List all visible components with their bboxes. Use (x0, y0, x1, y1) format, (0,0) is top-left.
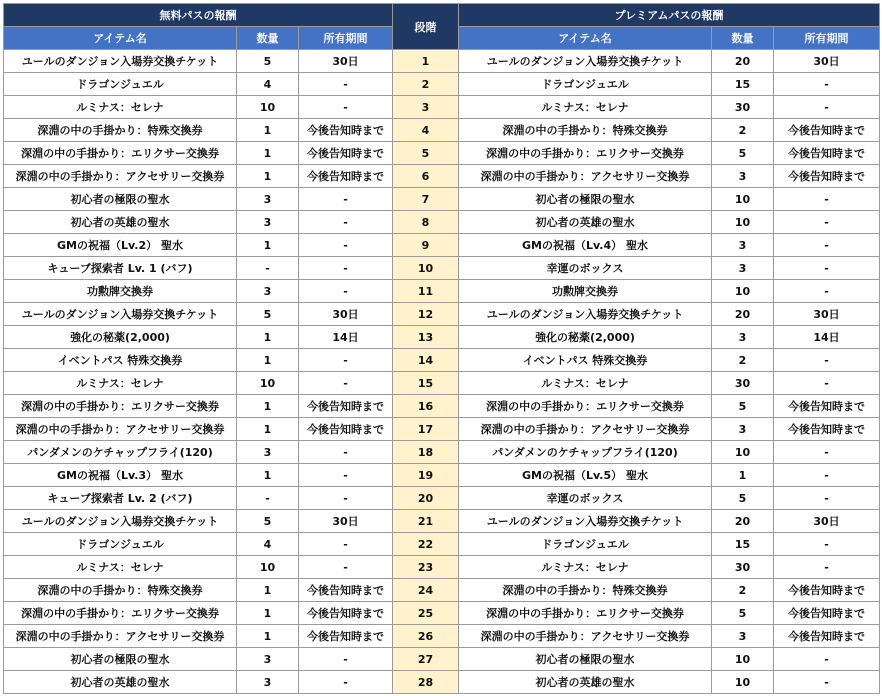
premium-item-cell: 深淵の中の手掛かり：特殊交換券 (459, 119, 712, 142)
free-qty-cell: 1 (237, 142, 299, 165)
free-item-cell: イベントパス 特殊交換券 (4, 349, 237, 372)
premium-period-cell: - (774, 211, 880, 234)
free-item-cell: 深淵の中の手掛かり：アクセサリー交換券 (4, 165, 237, 188)
free-qty-cell: 1 (237, 418, 299, 441)
stage-cell: 24 (393, 579, 459, 602)
free-qty-cell: 3 (237, 211, 299, 234)
stage-cell: 23 (393, 556, 459, 579)
free-item-cell: ルミナス：セレナ (4, 96, 237, 119)
free-pass-title: 無料パスの報酬 (4, 4, 393, 27)
table-row (4, 441, 880, 464)
free-item-cell: ユールのダンジョン入場券交換チケット (4, 50, 237, 73)
premium-qty-cell: 20 (712, 510, 774, 533)
premium-qty-cell: 2 (712, 119, 774, 142)
premium-item-cell: 深淵の中の手掛かり：アクセサリー交換券 (459, 418, 712, 441)
free-item-cell: GMの祝福（Lv.2） 聖水 (4, 234, 237, 257)
free-item-cell: 初心者の極限の聖水 (4, 648, 237, 671)
stage-cell: 4 (393, 119, 459, 142)
premium-qty-cell: 5 (712, 142, 774, 165)
stage-cell: 3 (393, 96, 459, 119)
table-row (4, 211, 880, 234)
premium-item-cell: 初心者の極限の聖水 (459, 188, 712, 211)
free-qty-cell: 1 (237, 464, 299, 487)
premium-qty-cell: 3 (712, 625, 774, 648)
free-item-cell: 初心者の英雄の聖水 (4, 671, 237, 694)
stage-cell: 10 (393, 257, 459, 280)
free-period-cell: 今後告知時まで (299, 395, 393, 418)
premium-period-cell: 今後告知時まで (774, 579, 880, 602)
premium-period-cell: 30日 (774, 510, 880, 533)
premium-qty-cell: 3 (712, 257, 774, 280)
premium-period-cell: - (774, 648, 880, 671)
premium-period-cell: - (774, 349, 880, 372)
free-qty-cell: 1 (237, 165, 299, 188)
premium-period-cell: - (774, 73, 880, 96)
free-qty-cell: 3 (237, 648, 299, 671)
premium-period-cell: 14日 (774, 326, 880, 349)
free-period-cell: - (299, 671, 393, 694)
free-period-cell: 今後告知時まで (299, 625, 393, 648)
premium-qty-cell: 10 (712, 280, 774, 303)
free-period-cell: - (299, 487, 393, 510)
free-item-cell: 深淵の中の手掛かり：エリクサー交換券 (4, 395, 237, 418)
stage-cell: 9 (393, 234, 459, 257)
free-item-header: アイテム名 (4, 27, 237, 50)
premium-item-cell: ユールのダンジョン入場券交換チケット (459, 303, 712, 326)
table-row (4, 234, 880, 257)
table-row (4, 349, 880, 372)
premium-qty-cell: 20 (712, 303, 774, 326)
stage-cell: 7 (393, 188, 459, 211)
stage-cell: 11 (393, 280, 459, 303)
premium-qty-cell: 30 (712, 96, 774, 119)
free-qty-cell: 1 (237, 234, 299, 257)
table-row (4, 671, 880, 694)
premium-qty-cell: 2 (712, 349, 774, 372)
stage-header: 段階 (393, 4, 459, 50)
premium-qty-cell: 5 (712, 395, 774, 418)
table-row (4, 73, 880, 96)
premium-period-cell: - (774, 464, 880, 487)
premium-period-cell: 30日 (774, 50, 880, 73)
stage-cell: 19 (393, 464, 459, 487)
free-item-cell: 深淵の中の手掛かり：特殊交換券 (4, 579, 237, 602)
stage-cell: 22 (393, 533, 459, 556)
free-qty-cell: 4 (237, 533, 299, 556)
premium-item-cell: ユールのダンジョン入場券交換チケット (459, 510, 712, 533)
stage-cell: 17 (393, 418, 459, 441)
free-item-cell: 深淵の中の手掛かり：エリクサー交換券 (4, 142, 237, 165)
rewards-table-body (4, 50, 880, 694)
free-qty-cell: 10 (237, 556, 299, 579)
premium-period-cell: 今後告知時まで (774, 395, 880, 418)
stage-cell: 6 (393, 165, 459, 188)
stage-cell: 5 (393, 142, 459, 165)
premium-qty-cell: 2 (712, 579, 774, 602)
premium-item-cell: 深淵の中の手掛かり：アクセサリー交換券 (459, 625, 712, 648)
premium-period-cell: - (774, 487, 880, 510)
premium-qty-cell: 30 (712, 556, 774, 579)
stage-cell: 14 (393, 349, 459, 372)
premium-item-cell: パンダメンのケチャップフライ(120) (459, 441, 712, 464)
free-qty-cell: 1 (237, 119, 299, 142)
table-row (4, 50, 880, 73)
free-period-cell: - (299, 648, 393, 671)
free-qty-cell: 3 (237, 280, 299, 303)
stage-cell: 20 (393, 487, 459, 510)
free-item-cell: 初心者の極限の聖水 (4, 188, 237, 211)
premium-period-cell: 今後告知時まで (774, 165, 880, 188)
premium-period-cell: 今後告知時まで (774, 602, 880, 625)
premium-item-header: アイテム名 (459, 27, 712, 50)
premium-period-cell: - (774, 671, 880, 694)
premium-item-cell: 幸運のボックス (459, 257, 712, 280)
free-qty-cell: - (237, 257, 299, 280)
free-item-cell: 強化の秘薬(2,000) (4, 326, 237, 349)
free-qty-cell: 1 (237, 395, 299, 418)
free-period-cell: - (299, 96, 393, 119)
premium-item-cell: ドラゴンジュエル (459, 73, 712, 96)
premium-period-header: 所有期間 (774, 27, 880, 50)
premium-item-cell: ルミナス：セレナ (459, 372, 712, 395)
free-item-cell: ドラゴンジュエル (4, 73, 237, 96)
free-period-cell: 今後告知時まで (299, 602, 393, 625)
free-period-header: 所有期間 (299, 27, 393, 50)
free-period-cell: - (299, 234, 393, 257)
premium-item-cell: ユールのダンジョン入場券交換チケット (459, 50, 712, 73)
table-row (4, 464, 880, 487)
premium-item-cell: 深淵の中の手掛かり：エリクサー交換券 (459, 395, 712, 418)
premium-item-cell: 深淵の中の手掛かり：特殊交換券 (459, 579, 712, 602)
free-item-cell: ルミナス：セレナ (4, 556, 237, 579)
stage-cell: 15 (393, 372, 459, 395)
free-qty-cell: 5 (237, 303, 299, 326)
premium-qty-cell: 10 (712, 441, 774, 464)
premium-item-cell: 初心者の英雄の聖水 (459, 211, 712, 234)
free-qty-cell: 3 (237, 441, 299, 464)
free-qty-cell: 5 (237, 510, 299, 533)
free-item-cell: GMの祝福（Lv.3） 聖水 (4, 464, 237, 487)
premium-item-cell: 強化の秘薬(2,000) (459, 326, 712, 349)
table-row (4, 418, 880, 441)
free-item-cell: 功勲牌交換券 (4, 280, 237, 303)
premium-item-cell: 深淵の中の手掛かり：エリクサー交換券 (459, 602, 712, 625)
premium-item-cell: 深淵の中の手掛かり：アクセサリー交換券 (459, 165, 712, 188)
free-item-cell: 深淵の中の手掛かり：アクセサリー交換券 (4, 418, 237, 441)
free-period-cell: - (299, 464, 393, 487)
stage-cell: 13 (393, 326, 459, 349)
premium-period-cell: - (774, 188, 880, 211)
free-item-cell: 深淵の中の手掛かり：アクセサリー交換券 (4, 625, 237, 648)
free-period-cell: 今後告知時まで (299, 119, 393, 142)
premium-period-cell: 今後告知時まで (774, 625, 880, 648)
premium-period-cell: - (774, 96, 880, 119)
free-period-cell: - (299, 188, 393, 211)
free-item-cell: 深淵の中の手掛かり：エリクサー交換券 (4, 602, 237, 625)
table-row (4, 395, 880, 418)
stage-cell: 2 (393, 73, 459, 96)
table-row (4, 119, 880, 142)
premium-period-cell: - (774, 556, 880, 579)
free-qty-cell: 4 (237, 73, 299, 96)
premium-item-cell: 功勲牌交換券 (459, 280, 712, 303)
free-qty-cell: 5 (237, 50, 299, 73)
premium-qty-cell: 3 (712, 418, 774, 441)
free-period-cell: 今後告知時まで (299, 418, 393, 441)
premium-pass-title: プレミアムパスの報酬 (459, 4, 880, 27)
free-qty-cell: 1 (237, 349, 299, 372)
table-row (4, 326, 880, 349)
premium-period-cell: 今後告知時まで (774, 418, 880, 441)
table-row (4, 648, 880, 671)
table-row (4, 188, 880, 211)
free-qty-cell: 1 (237, 579, 299, 602)
premium-qty-cell: 3 (712, 326, 774, 349)
free-qty-cell: 3 (237, 671, 299, 694)
free-period-cell: 今後告知時まで (299, 579, 393, 602)
free-item-cell: ドラゴンジュエル (4, 533, 237, 556)
premium-qty-header: 数量 (712, 27, 774, 50)
premium-qty-cell: 10 (712, 671, 774, 694)
premium-period-cell: - (774, 372, 880, 395)
table-row (4, 142, 880, 165)
premium-qty-cell: 15 (712, 533, 774, 556)
table-row (4, 96, 880, 119)
free-period-cell: - (299, 349, 393, 372)
stage-cell: 12 (393, 303, 459, 326)
free-qty-cell: 10 (237, 96, 299, 119)
stage-cell: 25 (393, 602, 459, 625)
premium-item-cell: GMの祝福（Lv.5） 聖水 (459, 464, 712, 487)
free-item-cell: パンダメンのケチャップフライ(120) (4, 441, 237, 464)
free-period-cell: - (299, 556, 393, 579)
table-row (4, 533, 880, 556)
stage-cell: 8 (393, 211, 459, 234)
premium-item-cell: 初心者の英雄の聖水 (459, 671, 712, 694)
free-period-cell: - (299, 533, 393, 556)
free-period-cell: 30日 (299, 510, 393, 533)
premium-qty-cell: 10 (712, 648, 774, 671)
free-period-cell: - (299, 211, 393, 234)
premium-qty-cell: 30 (712, 372, 774, 395)
premium-qty-cell: 20 (712, 50, 774, 73)
premium-item-cell: イベントパス 特殊交換券 (459, 349, 712, 372)
free-period-cell: - (299, 73, 393, 96)
premium-period-cell: 今後告知時まで (774, 142, 880, 165)
premium-qty-cell: 3 (712, 165, 774, 188)
premium-item-cell: ルミナス：セレナ (459, 556, 712, 579)
free-qty-cell: 3 (237, 188, 299, 211)
table-row (4, 625, 880, 648)
free-period-cell: 今後告知時まで (299, 142, 393, 165)
free-qty-header: 数量 (237, 27, 299, 50)
stage-cell: 28 (393, 671, 459, 694)
premium-item-cell: ドラゴンジュエル (459, 533, 712, 556)
premium-item-cell: ルミナス：セレナ (459, 96, 712, 119)
table-row (4, 510, 880, 533)
table-row (4, 280, 880, 303)
premium-period-cell: - (774, 257, 880, 280)
stage-cell: 16 (393, 395, 459, 418)
premium-period-cell: 今後告知時まで (774, 119, 880, 142)
free-item-cell: ユールのダンジョン入場券交換チケット (4, 303, 237, 326)
free-period-cell: - (299, 372, 393, 395)
table-row (4, 257, 880, 280)
free-qty-cell: 1 (237, 602, 299, 625)
stage-cell: 18 (393, 441, 459, 464)
premium-qty-cell: 5 (712, 487, 774, 510)
premium-qty-cell: 3 (712, 234, 774, 257)
free-qty-cell: 1 (237, 326, 299, 349)
stage-cell: 1 (393, 50, 459, 73)
premium-qty-cell: 15 (712, 73, 774, 96)
free-period-cell: - (299, 441, 393, 464)
stage-cell: 21 (393, 510, 459, 533)
free-item-cell: ルミナス：セレナ (4, 372, 237, 395)
table-row (4, 372, 880, 395)
premium-item-cell: 深淵の中の手掛かり：エリクサー交換券 (459, 142, 712, 165)
free-qty-cell: 1 (237, 625, 299, 648)
free-item-cell: ユールのダンジョン入場券交換チケット (4, 510, 237, 533)
table-row (4, 165, 880, 188)
free-item-cell: キューブ探索者 Lv. 1 (バフ) (4, 257, 237, 280)
premium-item-cell: 初心者の極限の聖水 (459, 648, 712, 671)
table-row (4, 487, 880, 510)
rewards-table (3, 3, 880, 694)
premium-qty-cell: 5 (712, 602, 774, 625)
table-row (4, 556, 880, 579)
premium-period-cell: - (774, 234, 880, 257)
premium-item-cell: 幸運のボックス (459, 487, 712, 510)
free-period-cell: - (299, 280, 393, 303)
table-row (4, 602, 880, 625)
free-period-cell: 今後告知時まで (299, 165, 393, 188)
premium-qty-cell: 10 (712, 188, 774, 211)
stage-cell: 26 (393, 625, 459, 648)
premium-qty-cell: 10 (712, 211, 774, 234)
free-period-cell: - (299, 257, 393, 280)
free-qty-cell: - (237, 487, 299, 510)
free-item-cell: 深淵の中の手掛かり：特殊交換券 (4, 119, 237, 142)
premium-item-cell: GMの祝福（Lv.4） 聖水 (459, 234, 712, 257)
premium-period-cell: - (774, 280, 880, 303)
free-period-cell: 14日 (299, 326, 393, 349)
table-row (4, 579, 880, 602)
table-row (4, 303, 880, 326)
free-item-cell: キューブ探索者 Lv. 2 (バフ) (4, 487, 237, 510)
premium-period-cell: - (774, 533, 880, 556)
premium-period-cell: 30日 (774, 303, 880, 326)
stage-cell: 27 (393, 648, 459, 671)
free-item-cell: 初心者の英雄の聖水 (4, 211, 237, 234)
premium-qty-cell: 1 (712, 464, 774, 487)
free-qty-cell: 10 (237, 372, 299, 395)
free-period-cell: 30日 (299, 303, 393, 326)
premium-period-cell: - (774, 441, 880, 464)
free-period-cell: 30日 (299, 50, 393, 73)
